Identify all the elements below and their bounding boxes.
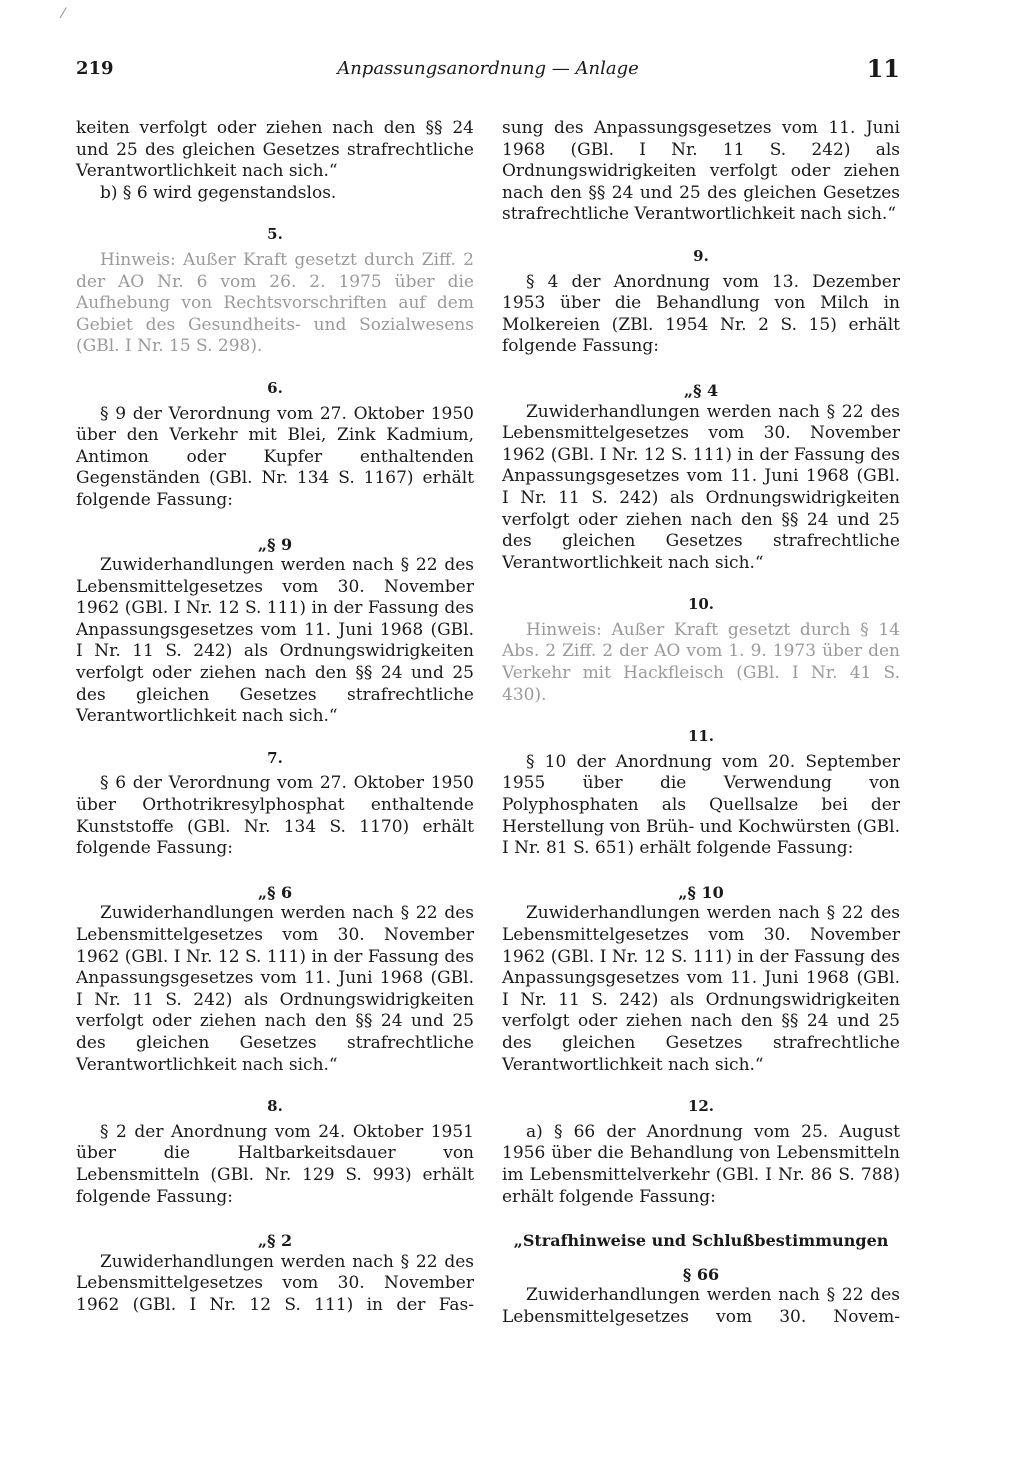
paragraph: keiten verfolgt oder ziehen nach den §§ 24 und 25 des gleichen Gesetzes strafrechtliche Verantwortlichkeit nach sich.“ xyxy=(76,118,474,182)
section-label: „§ 2 xyxy=(257,1231,293,1251)
paragraph: Zuwiderhandlungen werden nach § 22 des Lebensmittelgesetzes vom 30. November 1962 (GBl. I Nr. 12 S. 111) in der Fassung des Anpassungsgesetzes vom 11. Juni 1968 (GBl. I Nr. 11 S. 242) als Ordnungswidrigkeiten verfolgt oder ziehen nach den §§ 24 und 25 des gleichen Gesetzes strafrechtliche Verantwortlichkeit nach sich.“ xyxy=(76,555,474,727)
item-number: 6. xyxy=(267,378,283,397)
paragraph: § 10 der Anordnung vom 20. September 1955 über die Verwendung von Polyphosphaten als Quellsalze bei der Herstellung von Brüh- und Kochwürsten (GBl. I Nr. 81 S. 651) erhält folgende Fassung: xyxy=(502,751,900,859)
section-label: „§ 9 xyxy=(257,534,293,554)
page-header xyxy=(76,54,900,88)
paragraph: § 6 der Verordnung vom 27. Oktober 1950 über Orthotrikresylphosphat enthaltende Kunststoffe (GBl. Nr. 134 S. 1170) erhält folgende Fassung: xyxy=(76,773,474,859)
running-title: Anpassungsanordnung — Anlage xyxy=(337,58,639,79)
paragraph: Zuwiderhandlungen werden nach § 22 des Lebensmittelgesetzes vom 30. November 1962 (GBl. I Nr. 12 S. 111) in der Fas- xyxy=(76,1251,474,1315)
issue-number: 11 xyxy=(866,54,900,83)
item-number: 9. xyxy=(693,246,709,265)
scan-mark: ⁄ xyxy=(62,6,65,22)
page-number: 219 xyxy=(76,58,114,79)
note-paragraph xyxy=(76,250,474,358)
note-paragraph xyxy=(502,620,900,706)
left-column xyxy=(76,118,474,1317)
item-number: 12. xyxy=(687,1097,715,1116)
note-label: Hinweis: xyxy=(526,619,602,640)
paragraph: Zuwiderhandlungen werden nach § 22 des Lebensmittelgesetzes vom 30. November 1962 (GBl. I Nr. 12 S. 111) in der Fassung des Anpassungsgesetzes vom 11. Juni 1968 (GBl. I Nr. 11 S. 242) als Ordnungswidrigkeiten verfolgt oder ziehen nach den §§ 24 und 25 des gleichen Gesetzes strafrechtliche Verantwortlichkeit nach sich.“ xyxy=(502,903,900,1075)
paragraph: Zuwiderhandlungen werden nach § 22 des Lebensmittelgesetzes vom 30. November 1962 (GBl. I Nr. 12 S. 111) in der Fassung des Anpassungsgesetzes vom 11. Juni 1968 (GBl. I Nr. 11 S. 242) als Ordnungswidrigkeiten verfolgt oder ziehen nach den §§ 24 und 25 des gleichen Gesetzes strafrechtliche Verantwortlichkeit nach sich.“ xyxy=(502,401,900,573)
note-text: Außer Kraft gesetzt durch § 14 Abs. 2 Ziff. 2 der AO vom 1. 9. 1973 über den Verkehr mit Hackfleisch (GBl. I Nr. 41 S. 430). xyxy=(502,619,900,705)
item-number: 5. xyxy=(267,225,283,244)
section-label: „§ 10 xyxy=(678,882,724,902)
paragraph: a) § 66 der Anordnung vom 25. August 1956 über die Behandlung von Lebensmitteln im Lebensmittelverkehr (GBl. I Nr. 86 S. 788) erhält folgende Fassung: xyxy=(502,1121,900,1207)
item-number: 8. xyxy=(267,1097,283,1116)
paragraph: § 4 der Anordnung vom 13. Dezember 1953 über die Behandlung von Milch in Molkereien (ZBl. 1954 Nr. 2 S. 15) erhält folgende Fassung: xyxy=(502,271,900,357)
paragraph: sung des Anpassungsgesetzes vom 11. Juni 1968 (GBl. I Nr. 11 S. 242) als Ordnungswidrigkeiten verfolgt oder ziehen nach den §§ 24 und 25 des gleichen Gesetzes strafrechtliche Verantwortlichkeit nach sich.“ xyxy=(502,118,900,225)
item-number: 11. xyxy=(687,727,715,746)
item-number: 7. xyxy=(267,748,283,767)
paragraph: Zuwiderhandlungen werden nach § 22 des Lebensmittelgesetzes vom 30. November 1962 (GBl. I Nr. 12 S. 111) in der Fassung des Anpassungsgesetzes vom 11. Juni 1968 (GBl. I Nr. 11 S. 242) als Ordnungswidrigkeiten verfolgt oder ziehen nach den §§ 24 und 25 des gleichen Gesetzes strafrechtliche Verantwortlichkeit nach sich.“ xyxy=(76,903,474,1075)
right-column xyxy=(502,118,900,1329)
paragraph: Zuwiderhandlungen werden nach § 22 des Lebensmittelgesetzes vom 30. Novem- xyxy=(502,1285,900,1327)
note-text: Außer Kraft gesetzt durch Ziff. 2 der AO Nr. 6 vom 26. 2. 1975 über die Aufhebung von Rechtsvorschriften auf dem Gebiet des Gesundheits- und Sozialwesens (GBl. I Nr. 15 S. 298). xyxy=(76,249,474,357)
section-label: § 66 xyxy=(682,1264,720,1284)
note-label: Hinweis: xyxy=(100,249,176,270)
paragraph: b) § 6 wird gegenstandslos. xyxy=(100,182,337,203)
section-heading: „Strafhinweise und Schlußbestimmungen xyxy=(513,1231,889,1251)
paragraph: § 2 der Anordnung vom 24. Oktober 1951 über die Haltbarkeitsdauer von Lebensmitteln (GBl. Nr. 129 S. 993) erhält folgende Fassung: xyxy=(76,1121,474,1207)
section-label: „§ 4 xyxy=(683,380,719,400)
section-label: „§ 6 xyxy=(257,882,293,902)
item-number: 10. xyxy=(687,595,715,614)
paragraph: § 9 der Verordnung vom 27. Oktober 1950 über den Verkehr mit Blei, Zink Kadmium, Antimon oder Kupfer enthaltenden Gegenständen (GBl. Nr. 134 S. 1167) erhält folgende Fassung: xyxy=(76,403,474,510)
